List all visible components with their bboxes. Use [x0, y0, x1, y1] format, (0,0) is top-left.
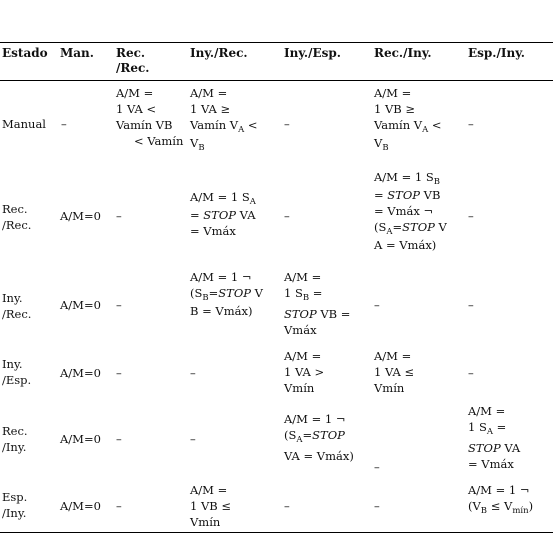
cell-inyrec-espiny: – — [468, 298, 474, 312]
cell-inyrec-man: A/M=0 — [60, 298, 101, 312]
cell-inyesp-reciny: A/M = 1 VA ≤ Vmín — [374, 349, 415, 395]
cell-reciny-recrec: – — [116, 432, 122, 446]
cell-espiny-reciny: – — [374, 499, 380, 513]
state-esp-iny: Esp. /Iny. — [2, 490, 28, 520]
header-bottom-rule — [0, 80, 553, 81]
cell-recrec-reciny: A/M = 1 $S_B$ = STOP VB = Vmáx ¬ ($S_A=STOP$ V A = Vmáx) — [374, 170, 447, 252]
cell-manual-espiny: – — [468, 117, 474, 131]
state-iny-esp: Iny. /Esp. — [2, 357, 32, 387]
cell-recrec-inyesp: – — [284, 209, 290, 223]
state-rec-rec: Rec. /Rec. — [2, 202, 32, 232]
cell-espiny-recrec: – — [116, 499, 122, 513]
cell-recrec-man: A/M=0 — [60, 209, 101, 223]
cell-inyrec-inyesp: A/M = 1 $S_B$ = STOP VB = Vmáx — [284, 270, 351, 337]
cell-manual-reciny: A/M = 1 VB ≥ Vamín $V_A$ < $V_B$ — [374, 86, 442, 153]
cell-manual-recrec: A/M = 1 VA < Vamín VB < Vamín — [116, 86, 184, 148]
cell-recrec-recrec: – — [116, 209, 122, 223]
state-rec-iny: Rec. /Iny. — [2, 424, 28, 454]
cell-manual-inyrec: A/M = 1 VA ≥ Vamín $V_A$ < $V_B$ — [190, 86, 258, 153]
cell-inyesp-inyrec: – — [190, 366, 196, 380]
cell-inyesp-espiny: – — [468, 366, 474, 380]
cell-espiny-espiny: A/M = 1 ¬ $(V_B \le V_{mín})$ — [468, 483, 534, 516]
cell-inyrec-recrec: – — [116, 298, 122, 312]
state-iny-rec: Iny. /Rec. — [2, 291, 32, 321]
cell-reciny-espiny: A/M = 1 $S_A$ = STOP VA = Vmáx — [468, 404, 521, 471]
cell-recrec-espiny: – — [468, 209, 474, 223]
cell-inyesp-recrec: – — [116, 366, 122, 380]
table-top-rule — [0, 42, 553, 43]
cell-inyesp-inyesp: A/M = 1 VA > Vmín — [284, 349, 325, 395]
header-rec-rec-line2: /Rec. — [116, 61, 150, 75]
cell-espiny-inyesp: – — [284, 499, 290, 513]
cell-inyrec-reciny: – — [374, 298, 380, 312]
header-rec-rec — [116, 46, 149, 76]
cell-manual-inyesp: – — [284, 117, 290, 131]
header-man: Man. — [60, 46, 94, 60]
header-iny-rec: Iny./Rec. — [190, 46, 248, 60]
table-bottom-rule — [0, 532, 553, 533]
header-estado: Estado — [2, 46, 48, 60]
cell-reciny-inyrec: – — [190, 432, 196, 446]
cell-espiny-man: A/M=0 — [60, 499, 101, 513]
cell-inyesp-man: A/M=0 — [60, 366, 101, 380]
cell-inyrec-inyrec: A/M = 1 ¬ ($S_B=STOP$ V B = Vmáx) — [190, 270, 263, 318]
cell-reciny-inyesp: A/M = 1 ¬ ($S_A=STOP$ VA = Vmáx) — [284, 412, 354, 463]
header-iny-esp: Iny./Esp. — [284, 46, 341, 60]
header-rec-iny: Rec./Iny. — [374, 46, 432, 60]
header-esp-iny: Esp./Iny. — [468, 46, 525, 60]
cell-reciny-reciny: – — [374, 460, 380, 474]
cell-reciny-man: A/M=0 — [60, 432, 101, 446]
header-rec-rec-line1: Rec. — [116, 46, 146, 60]
cell-espiny-inyrec: A/M = 1 VB ≤ Vmín — [190, 483, 232, 529]
cell-manual-man: – — [61, 117, 67, 131]
cell-recrec-inyrec: A/M = 1 $S_A$ = STOP VA = Vmáx — [190, 190, 256, 238]
state-manual: Manual — [2, 117, 46, 131]
